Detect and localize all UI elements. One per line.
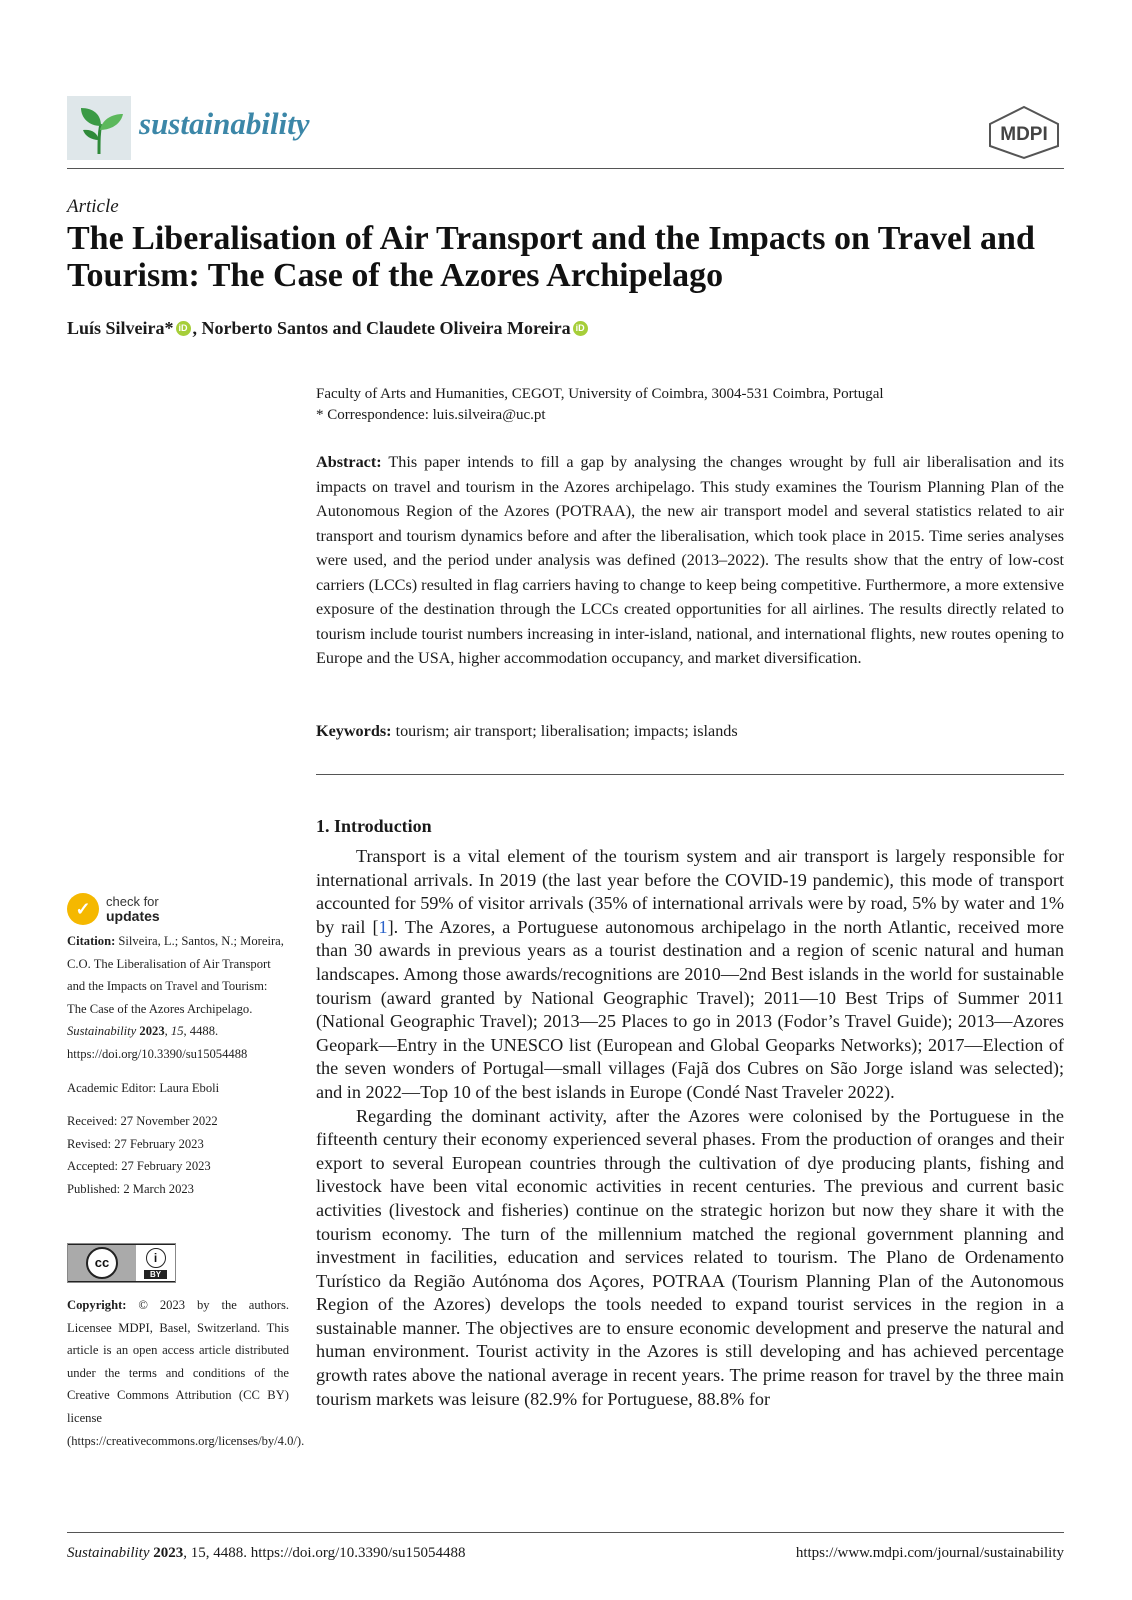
citation	[67, 930, 289, 1066]
citation-journal: Sustainability	[67, 1024, 137, 1039]
creative-commons-icon: cc	[86, 1247, 118, 1279]
orcid-icon[interactable]: iD	[176, 321, 191, 336]
affiliation: Faculty of Arts and Humanities, CEGOT, University of Coimbra, 3004-531 Coimbra, Portugal	[316, 386, 884, 402]
copyright-label: Copyright:	[67, 1298, 127, 1312]
citation-text: Silveira, L.; Santos, N.; Moreira, C.O. The Liberalisation of Air Transport and the Impacts on Travel and Tourism: The Case of the Azores Archipelago.	[67, 934, 284, 1016]
author-name: Luís Silveira	[67, 318, 165, 338]
copyright-text: © 2023 by the authors. Licensee MDPI, Basel, Switzerland. This article is an open access article distributed under the terms and conditions of the Creative Commons Attribution (CC BY) license (https://creativecommons.org/licenses/by/4.0/).	[67, 1298, 305, 1448]
copyright-notice	[67, 1294, 305, 1452]
article-title: The Liberalisation of Air Transport and the Impacts on Travel and Tourism: The Case of the Azores Archipelago	[67, 220, 1035, 294]
footer-doi[interactable]: , 15, 4488. https://doi.org/10.3390/su15054488	[183, 1545, 466, 1561]
paragraph: Regarding the dominant activity, after the Azores were colonised by the Portuguese in the fifteenth century their economy experienced several phases. From the production of oranges and their export to several European countries through the cultivation of dye producing plants, fishing and livestock have been vital economic activities in recent centuries. The previous and current basic activities (livestock and fisheries) continue on the strategic horizon but now they share it with the tourism economy. The turn of the millennium matched the regional government planning and investment in facilities, education and services related to tourism. The Plano de Ordenamento Turístico da Região Autónoma dos Açores, POTRAA (Tourism Planning Plan of the Autonomous Region of the Azores) develops the tools needed to expand tourist services in the region in a sustainable manner. The objectives are to ensure economic development and preserve the natural and human environment. Tourist activity in the Azores is still developing and has achieved percentage growth rates above the national average in recent years. The prime reason for travel by the three main tourism markets was leisure (82.9% for Portuguese, 88.8% for	[316, 1105, 1064, 1409]
section-body	[316, 845, 1064, 1411]
mdpi-hexagon-icon	[984, 104, 1064, 160]
revised-date: Revised: 27 February 2023	[67, 1136, 204, 1151]
reference-link[interactable]: 1	[378, 916, 388, 937]
author-names: , Norberto Santos and Claudete Oliveira Moreira	[192, 318, 571, 338]
footer-url[interactable]: https://www.mdpi.com/journal/sustainability	[795, 1545, 1064, 1561]
paragraph-text: ]. The Azores, a Portuguese autonomous archipelago in the north Atlantic, received more than 30 awards in previous years as a tourist destination and a region of scenic natural and human landscapes. Among those awards/recognitions are 2010—2nd Best islands in the world for sustainable tourism (award granted by National Geographic Travel); 2011—10 Best Trips of Summer 2011 (National Geographic Travel); 2013—25 Places to go in 2013 (Fodor’s Travel Guide); 2013—Azores Geopark—Entry in the UNESCO list (European and Global Geoparks Networks); 2017—Election of the seven wonders of Portugal—small villages (Fajã dos Cubres on São Jorge island was selected); and in 2022—Top 10 of the best islands in Europe (Condé Nast Traveler 2022).	[316, 916, 1064, 1102]
citation-year: 2023	[139, 1024, 165, 1039]
corresponding-mark: *	[164, 318, 174, 338]
keywords	[316, 722, 738, 741]
keywords-label: Keywords:	[316, 722, 392, 740]
header-divider	[67, 168, 1064, 169]
orcid-icon[interactable]: iD	[573, 321, 588, 336]
footer-citation	[67, 1545, 466, 1562]
abstract-divider	[316, 774, 1064, 775]
section-heading: 1. Introduction	[316, 816, 432, 836]
footer-divider	[67, 1532, 1064, 1533]
citation-block	[67, 930, 289, 1201]
citation-label: Citation:	[67, 934, 116, 948]
journal-name[interactable]: sustainability	[139, 106, 310, 141]
check-for-updates[interactable]	[67, 893, 160, 925]
citation-volume: 15	[170, 1024, 184, 1039]
keywords-text: tourism; air transport; liberalisation; impacts; islands	[391, 722, 738, 740]
author-list	[67, 318, 590, 339]
cc-by-label: BY	[144, 1270, 167, 1279]
paragraph-text: Transport is a vital element of the tourism system and air transport is largely responsible for international arrivals. In 2019 (the last year before the COVID-19 pandemic), this mode of transport accounted for 59% of visitor arrivals (35% of international arrivals were by road, 5% by water and 1% by rail [	[316, 846, 1064, 937]
abstract-text: This paper intends to fill a gap by analysing the changes wrought by full air liberalisation and its impacts on travel and tourism in the Azores archipelago. This study examines the Tourism Planning Plan of the Autonomous Region of the Azores (POTRAA), the new air transport model and several statistics related to air transport and tourism dynamics before and after the liberalisation, which took place in 2015. Time series analyses were used, and the period under analysis was defined (2013–2022). The results show that the entry of low-cost carriers (LCCs) resulted in flag carriers having to change to keep being competitive. Furthermore, a more extensive exposure of the destination through the LCCs created opportunities for all airlines. The results directly related to tourism include tourist numbers increasing in inter-island, national, and international flights, new routes opening to Europe and the USA, higher accommodation occupancy, and market diversification.	[316, 453, 1064, 667]
correspondence: * Correspondence: luis.silveira@uc.pt	[316, 407, 546, 423]
abstract	[316, 450, 1064, 671]
accepted-date: Accepted: 27 February 2023	[67, 1159, 211, 1174]
paragraph	[316, 845, 1064, 1105]
check-label: check for	[106, 894, 159, 909]
footer-journal: Sustainability	[67, 1545, 150, 1561]
person-icon: i	[146, 1248, 166, 1268]
article-type: Article	[67, 196, 119, 217]
cc-license-badge[interactable]	[67, 1243, 176, 1283]
citation-doi[interactable]: , 4488. https://doi.org/10.3390/su15054488	[67, 1024, 248, 1061]
received-date: Received: 27 November 2022	[67, 1114, 218, 1129]
publisher-name: MDPI	[1000, 124, 1048, 145]
academic-editor: Academic Editor: Laura Eboli	[67, 1080, 220, 1095]
abstract-label: Abstract:	[316, 453, 382, 471]
journal-logo	[67, 96, 131, 160]
footer-year: 2023	[153, 1545, 184, 1561]
checkmark-icon: ✓	[67, 893, 99, 925]
updates-label: updates	[106, 908, 160, 924]
leaf-icon	[67, 96, 131, 160]
published-date: Published: 2 March 2023	[67, 1181, 194, 1196]
publisher-logo[interactable]	[984, 104, 1064, 160]
citation-sep: ,	[164, 1024, 171, 1039]
